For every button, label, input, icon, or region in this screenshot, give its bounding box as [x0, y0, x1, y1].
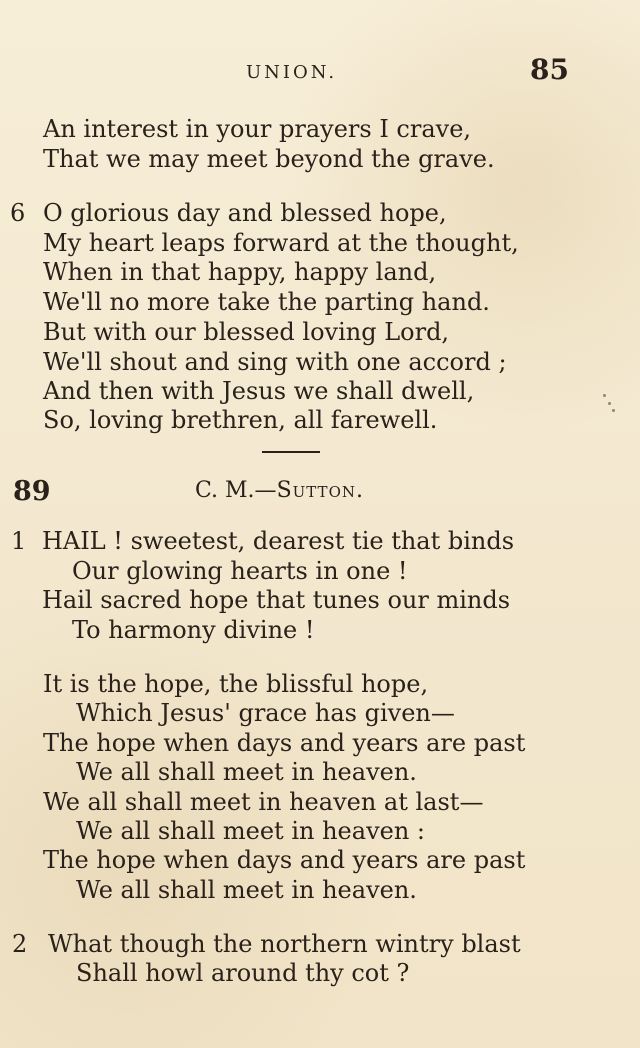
- verse-6-line-3: When in that happy, happy land,: [43, 258, 437, 286]
- chorus-line-6: We all shall meet in heaven :: [76, 817, 425, 845]
- hymn-89-verse-2-line-2: Shall howl around thy cot ?: [76, 959, 410, 987]
- verse-number-2: 2: [12, 930, 28, 958]
- chorus-line-8: We all shall meet in heaven.: [76, 876, 417, 904]
- ink-speck: [612, 409, 615, 412]
- verse-6-line-5: But with our blessed loving Lord,: [43, 318, 450, 346]
- hymn-89-verse-1-line-3: Hail sacred hope that tunes our minds: [42, 586, 511, 614]
- chorus-line-7: The hope when days and years are past: [43, 846, 526, 874]
- verse-6-line-7: And then with Jesus we shall dwell,: [43, 377, 475, 405]
- chorus-line-1: It is the hope, the blissful hope,: [43, 670, 429, 698]
- page-number: 85: [530, 53, 569, 86]
- hymn-heading: [195, 478, 364, 503]
- verse-6-line-4: We'll no more take the parting hand.: [43, 288, 490, 316]
- continuation-line-1: An interest in your prayers I crave,: [43, 115, 472, 143]
- chorus-line-3: The hope when days and years are past: [43, 729, 526, 757]
- verse-6-line-1: O glorious day and blessed hope,: [43, 199, 447, 227]
- hymn-meter: C. M.—: [195, 478, 277, 503]
- ink-speck: [608, 402, 611, 405]
- chorus-line-4: We all shall meet in heaven.: [76, 758, 417, 786]
- section-divider: [262, 451, 320, 453]
- hymn-number: 89: [13, 476, 51, 507]
- continuation-line-2: That we may meet beyond the grave.: [43, 145, 495, 173]
- ink-speck: [603, 394, 606, 397]
- verse-6-line-8: So, loving brethren, all farewell.: [43, 406, 438, 434]
- verse-6-line-6: We'll shout and sing with one accord ;: [43, 348, 507, 376]
- hymn-tune: Sutton.: [276, 478, 364, 503]
- chorus-line-5: We all shall meet in heaven at last—: [43, 788, 484, 816]
- hymn-89-verse-1-line-1: HAIL ! sweetest, dearest tie that binds: [42, 527, 515, 555]
- verse-6-line-2: My heart leaps forward at the thought,: [43, 229, 519, 257]
- running-header-title: UNION.: [246, 62, 338, 83]
- chorus-line-2: Which Jesus' grace has given—: [76, 699, 455, 727]
- verse-number-6: 6: [10, 199, 26, 227]
- verse-number-1: 1: [11, 527, 27, 555]
- hymn-89-verse-1-line-4: To harmony divine !: [72, 616, 315, 644]
- hymn-89-verse-1-line-2: Our glowing hearts in one !: [72, 557, 408, 585]
- hymn-89-verse-2-line-1: What though the northern wintry blast: [48, 930, 521, 958]
